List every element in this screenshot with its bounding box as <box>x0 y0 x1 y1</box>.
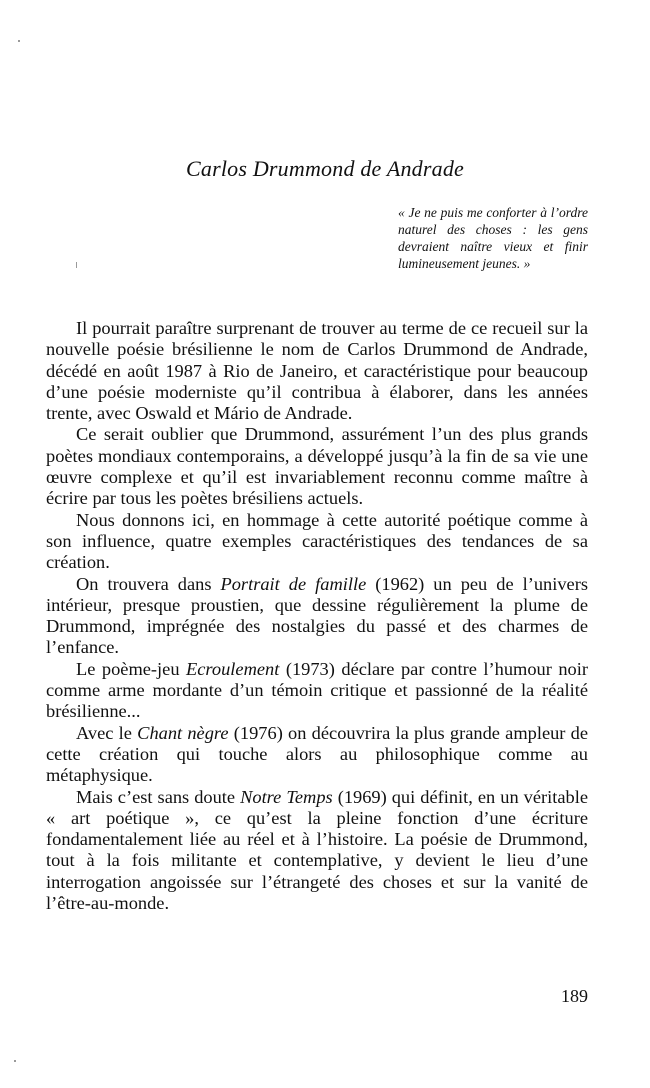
chapter-title: Carlos Drummond de Andrade <box>186 156 464 181</box>
work-title: Ecroulement <box>186 658 280 679</box>
paragraph-text: (1976) on découvrira la plus grande ampleur de cette création qui touche alors au philosophique comme au métaphysique. <box>46 722 589 786</box>
paragraph <box>46 787 588 915</box>
paragraph-text: Avec le <box>76 722 138 743</box>
paragraph-text: Nous donnons ici, en hommage à cette autorité poétique comme à son influence, quatre exemples caractéristiques des tendances de sa création. <box>46 509 588 573</box>
paragraph <box>46 723 588 787</box>
scan-speck <box>18 40 20 42</box>
paragraph <box>46 659 588 723</box>
paragraph <box>46 510 588 574</box>
paragraph-text: On trouvera dans <box>76 573 221 594</box>
scan-speck <box>76 262 77 268</box>
paragraph-text: Il pourrait paraître surprenant de trouver au terme de ce recueil sur la nouvelle poésie brésilienne le nom de Carlos Drummond de Andrade, décédé en août 1987 à Rio de Janeiro, et caractéristique pour beaucoup d’une poésie moderniste qu’il contribua à élaborer, dans les années trente, avec Oswald et Mário de Andrade. <box>46 318 588 424</box>
epigraph-quote: « Je ne puis me conforter à l’ordre naturel des choses : les gens devraient naître vieux et finir lumineusement jeunes. » <box>398 205 588 271</box>
paragraph-text: Le poème-jeu <box>76 658 187 679</box>
paragraph-text: Mais c’est sans doute <box>76 786 241 807</box>
paragraph <box>46 318 588 424</box>
scan-speck <box>14 1060 16 1062</box>
paragraph-text: (1969) qui définit, en un véritable « art poétique », ce qu’est la pleine fonction d’une écriture fondamentalement liée au réel et à l’histoire. La poésie de Drummond, tout à la fois militante et contemplative, y devient le lieu d’une interrogation angoissée sur l’étrangeté des choses et sur la vanité de l’être-au-monde. <box>46 786 588 914</box>
paragraph <box>46 574 588 659</box>
paragraph-text: (1973) déclare par contre l’humour noir comme arme mordante d’un témoin critique et passionné de la réalité brésilienne... <box>46 658 588 722</box>
paragraph <box>46 424 588 509</box>
paragraph-text: (1962) un peu de l’univers intérieur, presque proustien, que dessine régulièrement la plume de Drummond, imprégnée des nostalgies du passé et des charmes de l’enfance. <box>46 573 588 658</box>
page-number: 189 <box>561 986 588 1006</box>
body-text <box>46 318 588 914</box>
work-title: Chant nègre <box>137 722 229 743</box>
work-title: Portrait de famille <box>220 573 367 594</box>
paragraph-text: Ce serait oublier que Drummond, assurément l’un des plus grands poètes mondiaux contemporains, a développé jusqu’à la fin de sa vie une œuvre complexe et qu’il est invariablement reconnu comme maître à écrire par tous les poètes brésiliens actuels. <box>46 424 588 509</box>
work-title: Notre Temps <box>240 786 333 807</box>
